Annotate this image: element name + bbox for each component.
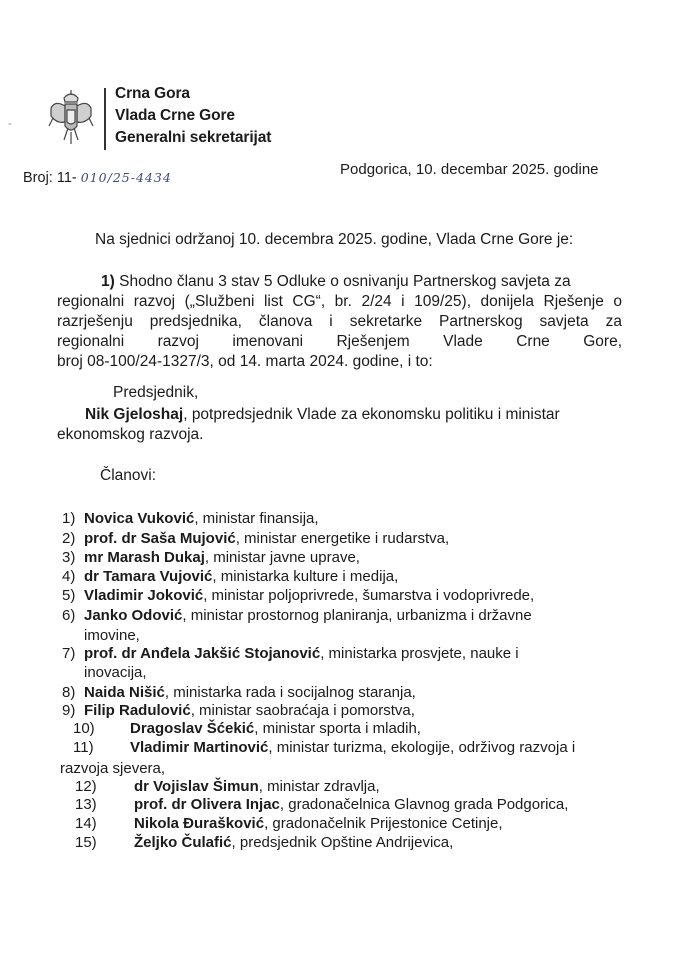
member-number: 8) xyxy=(62,684,76,701)
member-role: , ministarka rada i socijalnog staranja, xyxy=(164,684,416,701)
member-role: , ministar zdravlja, xyxy=(258,778,380,795)
president-role: , potpredsjednik Vlade za ekonomsku politiku i ministar xyxy=(183,406,560,423)
member-number: 4) xyxy=(62,568,76,585)
member-role: , ministar energetike i rudarstva, xyxy=(235,530,450,547)
member-role: , gradonačelnica Glavnog grada Podgorica, xyxy=(279,796,569,813)
member-item xyxy=(62,701,415,720)
member-role: , ministar poljoprivrede, šumarstva i vodoprivrede, xyxy=(203,587,535,604)
member-number: 3) xyxy=(62,549,76,566)
member-number: 12) xyxy=(75,778,97,795)
reference-number xyxy=(23,170,172,186)
point-line-1: 1) Shodno članu 3 stav 5 Odluke o osnivanju Partnerskog savjeta za xyxy=(101,273,571,290)
member-number: 6) xyxy=(62,607,76,624)
member-number: 14) xyxy=(75,815,97,832)
president-name: Nik Gjeloshaj xyxy=(85,406,184,423)
member-item xyxy=(62,644,519,663)
member-item xyxy=(75,777,380,796)
president-role-cont: ekonomskog razvoja. xyxy=(57,426,204,443)
member-role: , ministar sporta i mladih, xyxy=(254,720,421,737)
header-government: Vlada Crne Gore xyxy=(115,107,235,124)
intro-text: Na sjednici održanoj 10. decembra 2025. godine, Vlada Crne Gore je: xyxy=(95,231,574,248)
point-line-4: regionalni razvoj imenovani Rješenjem Vlade Crne Gore, xyxy=(57,333,622,350)
coat-of-arms-icon xyxy=(45,88,97,148)
place-date: Podgorica, 10. decembar 2025. godine xyxy=(340,161,599,178)
member-item xyxy=(75,795,568,814)
member-role: , ministarka kulture i medija, xyxy=(212,568,399,585)
member-role: , ministar turizma, ekologije, održivog razvoja i xyxy=(268,739,576,756)
member-role: , ministar prostornog planiranja, urbanizma i državne xyxy=(182,607,532,624)
point-number: 1) xyxy=(101,273,115,290)
member-item xyxy=(73,738,575,757)
reference-label: Broj: 11- xyxy=(23,170,77,186)
header-secretariat: Generalni sekretarijat xyxy=(115,129,272,146)
president-heading: Predsjednik, xyxy=(113,384,199,401)
member-item xyxy=(62,548,360,567)
member-role: , gradonačelnik Prijestonice Cetinje, xyxy=(264,815,503,832)
member-role-cont: imovine, xyxy=(84,627,140,644)
header-divider xyxy=(104,88,106,150)
reference-handwritten: 010/25-4434 xyxy=(80,170,172,185)
member-name: dr Vojislav Šimun xyxy=(134,778,259,795)
point-line-5: broj 08-100/24-1327/3, od 14. marta 2024. godine, i to: xyxy=(57,353,433,370)
member-name: Filip Radulović xyxy=(84,702,191,719)
member-name: prof. dr Olivera Injac xyxy=(134,796,280,813)
member-role: , ministar saobraćaja i pomorstva, xyxy=(190,702,415,719)
member-role: , ministar javne uprave, xyxy=(204,549,360,566)
member-number: 15) xyxy=(75,834,97,851)
member-number: 11) xyxy=(73,739,94,756)
member-name: Naida Nišić xyxy=(84,684,165,701)
member-number: 7) xyxy=(62,645,76,662)
member-name: prof. dr Anđela Jakšić Stojanović xyxy=(84,645,321,662)
member-item xyxy=(62,529,449,548)
member-name: Željko Čulafić xyxy=(134,834,232,851)
member-item xyxy=(62,567,398,586)
member-name: prof. dr Saša Mujović xyxy=(84,530,236,547)
point-line-2: regionalni razvoj („Službeni list CG“, br. 2/24 i 109/25), donijela Rješenje o xyxy=(57,293,622,310)
member-name: Novica Vuković xyxy=(84,510,195,527)
member-item xyxy=(75,814,503,833)
member-name: Janko Odović xyxy=(84,607,183,624)
member-number: 5) xyxy=(62,587,76,604)
member-name: Vladimir Joković xyxy=(84,587,204,604)
member-item xyxy=(62,586,534,605)
header-country: Crna Gora xyxy=(115,85,190,102)
member-number: 1) xyxy=(62,510,76,527)
member-item xyxy=(73,719,421,738)
member-name: mr Marash Dukaj xyxy=(84,549,205,566)
member-role-cont: inovacija, xyxy=(84,664,147,681)
member-name: dr Tamara Vujović xyxy=(84,568,213,585)
point-line-3: razrješenju predsjednika, članova i sekretarke Partnerskog savjeta za xyxy=(57,313,622,330)
member-item xyxy=(62,606,532,625)
president-line xyxy=(85,405,560,425)
member-role: , predsjednik Opštine Andrijevica, xyxy=(231,834,454,851)
member-name: Dragoslav Šćekić xyxy=(130,720,255,737)
member-number: 2) xyxy=(62,530,76,547)
member-name: Nikola Đurašković xyxy=(134,815,265,832)
member-role: , ministar finansija, xyxy=(194,510,319,527)
member-role-cont: razvoja sjevera, xyxy=(60,760,166,777)
member-item xyxy=(75,833,453,852)
member-name: Vladimir Martinović xyxy=(130,739,269,756)
member-number: 13) xyxy=(75,796,97,813)
members-heading: Članovi: xyxy=(100,467,156,484)
member-item xyxy=(62,509,319,528)
member-role: , ministarka prosvjete, nauke i xyxy=(320,645,519,662)
margin-mark: - xyxy=(8,118,12,130)
member-number: 9) xyxy=(62,702,76,719)
member-item xyxy=(62,683,416,702)
member-number: 10) xyxy=(73,720,95,737)
